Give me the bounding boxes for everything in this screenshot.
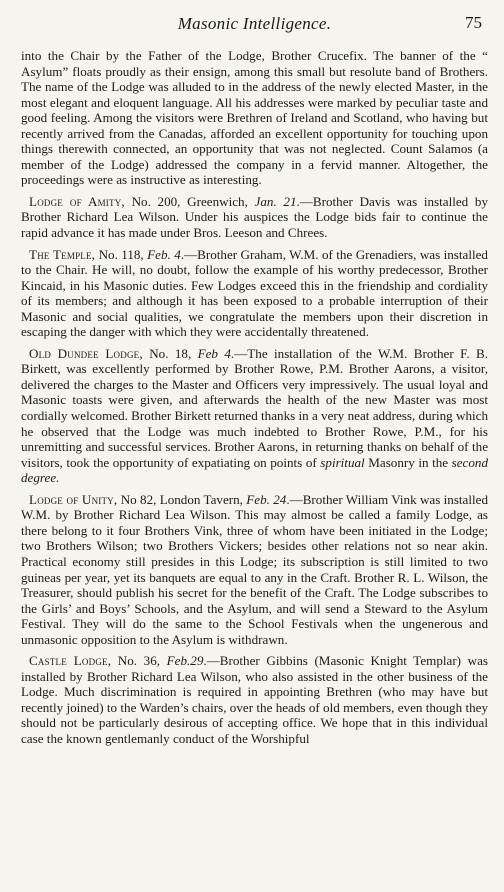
page-number: 75 bbox=[465, 13, 482, 32]
lodge-name: The Temple, bbox=[29, 246, 96, 262]
paragraph-old-dundee-lodge bbox=[21, 346, 488, 486]
running-title: Masonic Intelligence. bbox=[177, 14, 332, 33]
paragraph-lodge-of-amity bbox=[21, 194, 488, 241]
emphasis-text: spiritual bbox=[320, 454, 365, 470]
lodge-number: No. 118, bbox=[95, 246, 148, 262]
article-body bbox=[21, 48, 488, 747]
page-header bbox=[21, 10, 488, 48]
meeting-date: Feb 4 bbox=[197, 345, 231, 361]
meeting-date: Jan. 21 bbox=[254, 193, 297, 209]
paragraph-text: .—Brother William Vink was installed W.M. by Brother Richard Lea Wilson. This may almost be called a family Lodge, as there belong to it four Brothers Vink, three of whom have been initiated in the Lodge; two Brothers Wilson; two Brothers Vickers; besides other relations not so near akin. Practical economy still presides in this Lodge; its subscription is still limited to two guineas per year, yet its banquets are equal to any in the Craft. Brother R. L. Wilson, the Treasurer, should publish his secret for the benefit of the Craft. The Lodge subscribes to the Girls’ and Boys’ Schools, and the Asylum, and will send a Steward to the Asylum Festival. They will do the same to the School Festivals when the ungenerous and unmasonic opposition to the Asylum is withdrawn. bbox=[21, 491, 489, 647]
paragraph-text: Masonry in the bbox=[364, 454, 452, 470]
paragraph-continuation bbox=[21, 48, 488, 188]
paragraph-the-temple bbox=[21, 247, 488, 340]
paragraph-text: .—The installation of the W.M. Brother F. B. Birkett, was excellently performed by Brother Rowe, P.M. Brother Aarons, a visitor, delivered the charges to the Master and Officers very impressively. The usual loyal and Masonic toasts were given, and afterwards the health of the new Master was most cordially welcomed. Brother Birkett returned thanks in a very neat address, during which he observed that the Lodge was much indebted to Brother Rowe, P.M., for his unremitting and successful services. Brother Aarons, in returning thanks on behalf of the visitors, took the opportunity of expatiating on points of bbox=[21, 345, 488, 470]
lodge-name: Old Dundee Lodge, bbox=[29, 345, 143, 361]
emphasis-text: second degree. bbox=[21, 454, 489, 486]
paragraph-text: .—Brother Davis was installed by Brother Richard Lea Wilson. Under his auspices the Lodge bids fair to continue the rapid advance it has made under Bros. Leeson and Chrees. bbox=[21, 193, 489, 241]
paragraph-text: into the Chair by the Father of the Lodge, Brother Crucefix. The banner of the “ Asylum” floats proudly as their ensign, among this small but resolute band of Brothers. The name of the Lodge was alluded to in the address of the newly elected Master, in the most elegant and eloquent language. All his addresses were marked by peculiar taste and good feeling. Among the visitors were Brethren of Ireland and Scotland, who having but recently arrived from the Canadas, afforded an excellent opportunity for touching upon things therewith connected, an opportunity that was not neglected. Count Salamos (a member of the Lodge) addressed the company in a fervid manner. Altogether, the proceedings were as instructive as interesting. bbox=[21, 48, 488, 188]
lodge-number: No. 200, Greenwich, bbox=[124, 193, 255, 209]
paragraph-castle-lodge bbox=[21, 653, 488, 746]
paragraph-text: .—Brother Graham, W.M. of the Grenadiers, was installed to the Chair. He will, no doubt, follow the example of his worthy predecessor, Brother Kincaid, in his Masonic duties. Few Lodges exceed this in the friendship and cordiality of its members; and although it has been exposed to a probable interruption of their Masonic and social qualities, we congratulate the members upon their discretion in escaping the danger with which they were accidentally threatened. bbox=[21, 246, 488, 340]
lodge-number: No. 18, bbox=[142, 345, 198, 361]
meeting-date: Feb.29 bbox=[166, 653, 204, 669]
meeting-date: Feb. 4 bbox=[147, 246, 181, 262]
paragraph-text: .—Brother Gibbins (Masonic Knight Templar) was installed by Brother Richard Lea Wilson, who also assisted in the other business of the Lodge. Much discrimination is required in appointing Brethren (who may have but recently joined) to the Warden’s chairs, over the heads of old members, even though they should not be particularly desirous of accepting office. We hope that in this individual case the known gentlemanly conduct of the Worshipful bbox=[21, 653, 489, 746]
lodge-name: Castle Lodge, bbox=[29, 653, 112, 669]
lodge-number: No 82, London Tavern, bbox=[117, 491, 247, 507]
lodge-name: Lodge of Unity, bbox=[29, 491, 118, 507]
paragraph-lodge-of-unity bbox=[21, 492, 488, 647]
lodge-name: Lodge of Amity, bbox=[29, 193, 125, 209]
lodge-number: No. 36, bbox=[111, 653, 167, 669]
meeting-date: Feb. 24 bbox=[246, 491, 287, 507]
